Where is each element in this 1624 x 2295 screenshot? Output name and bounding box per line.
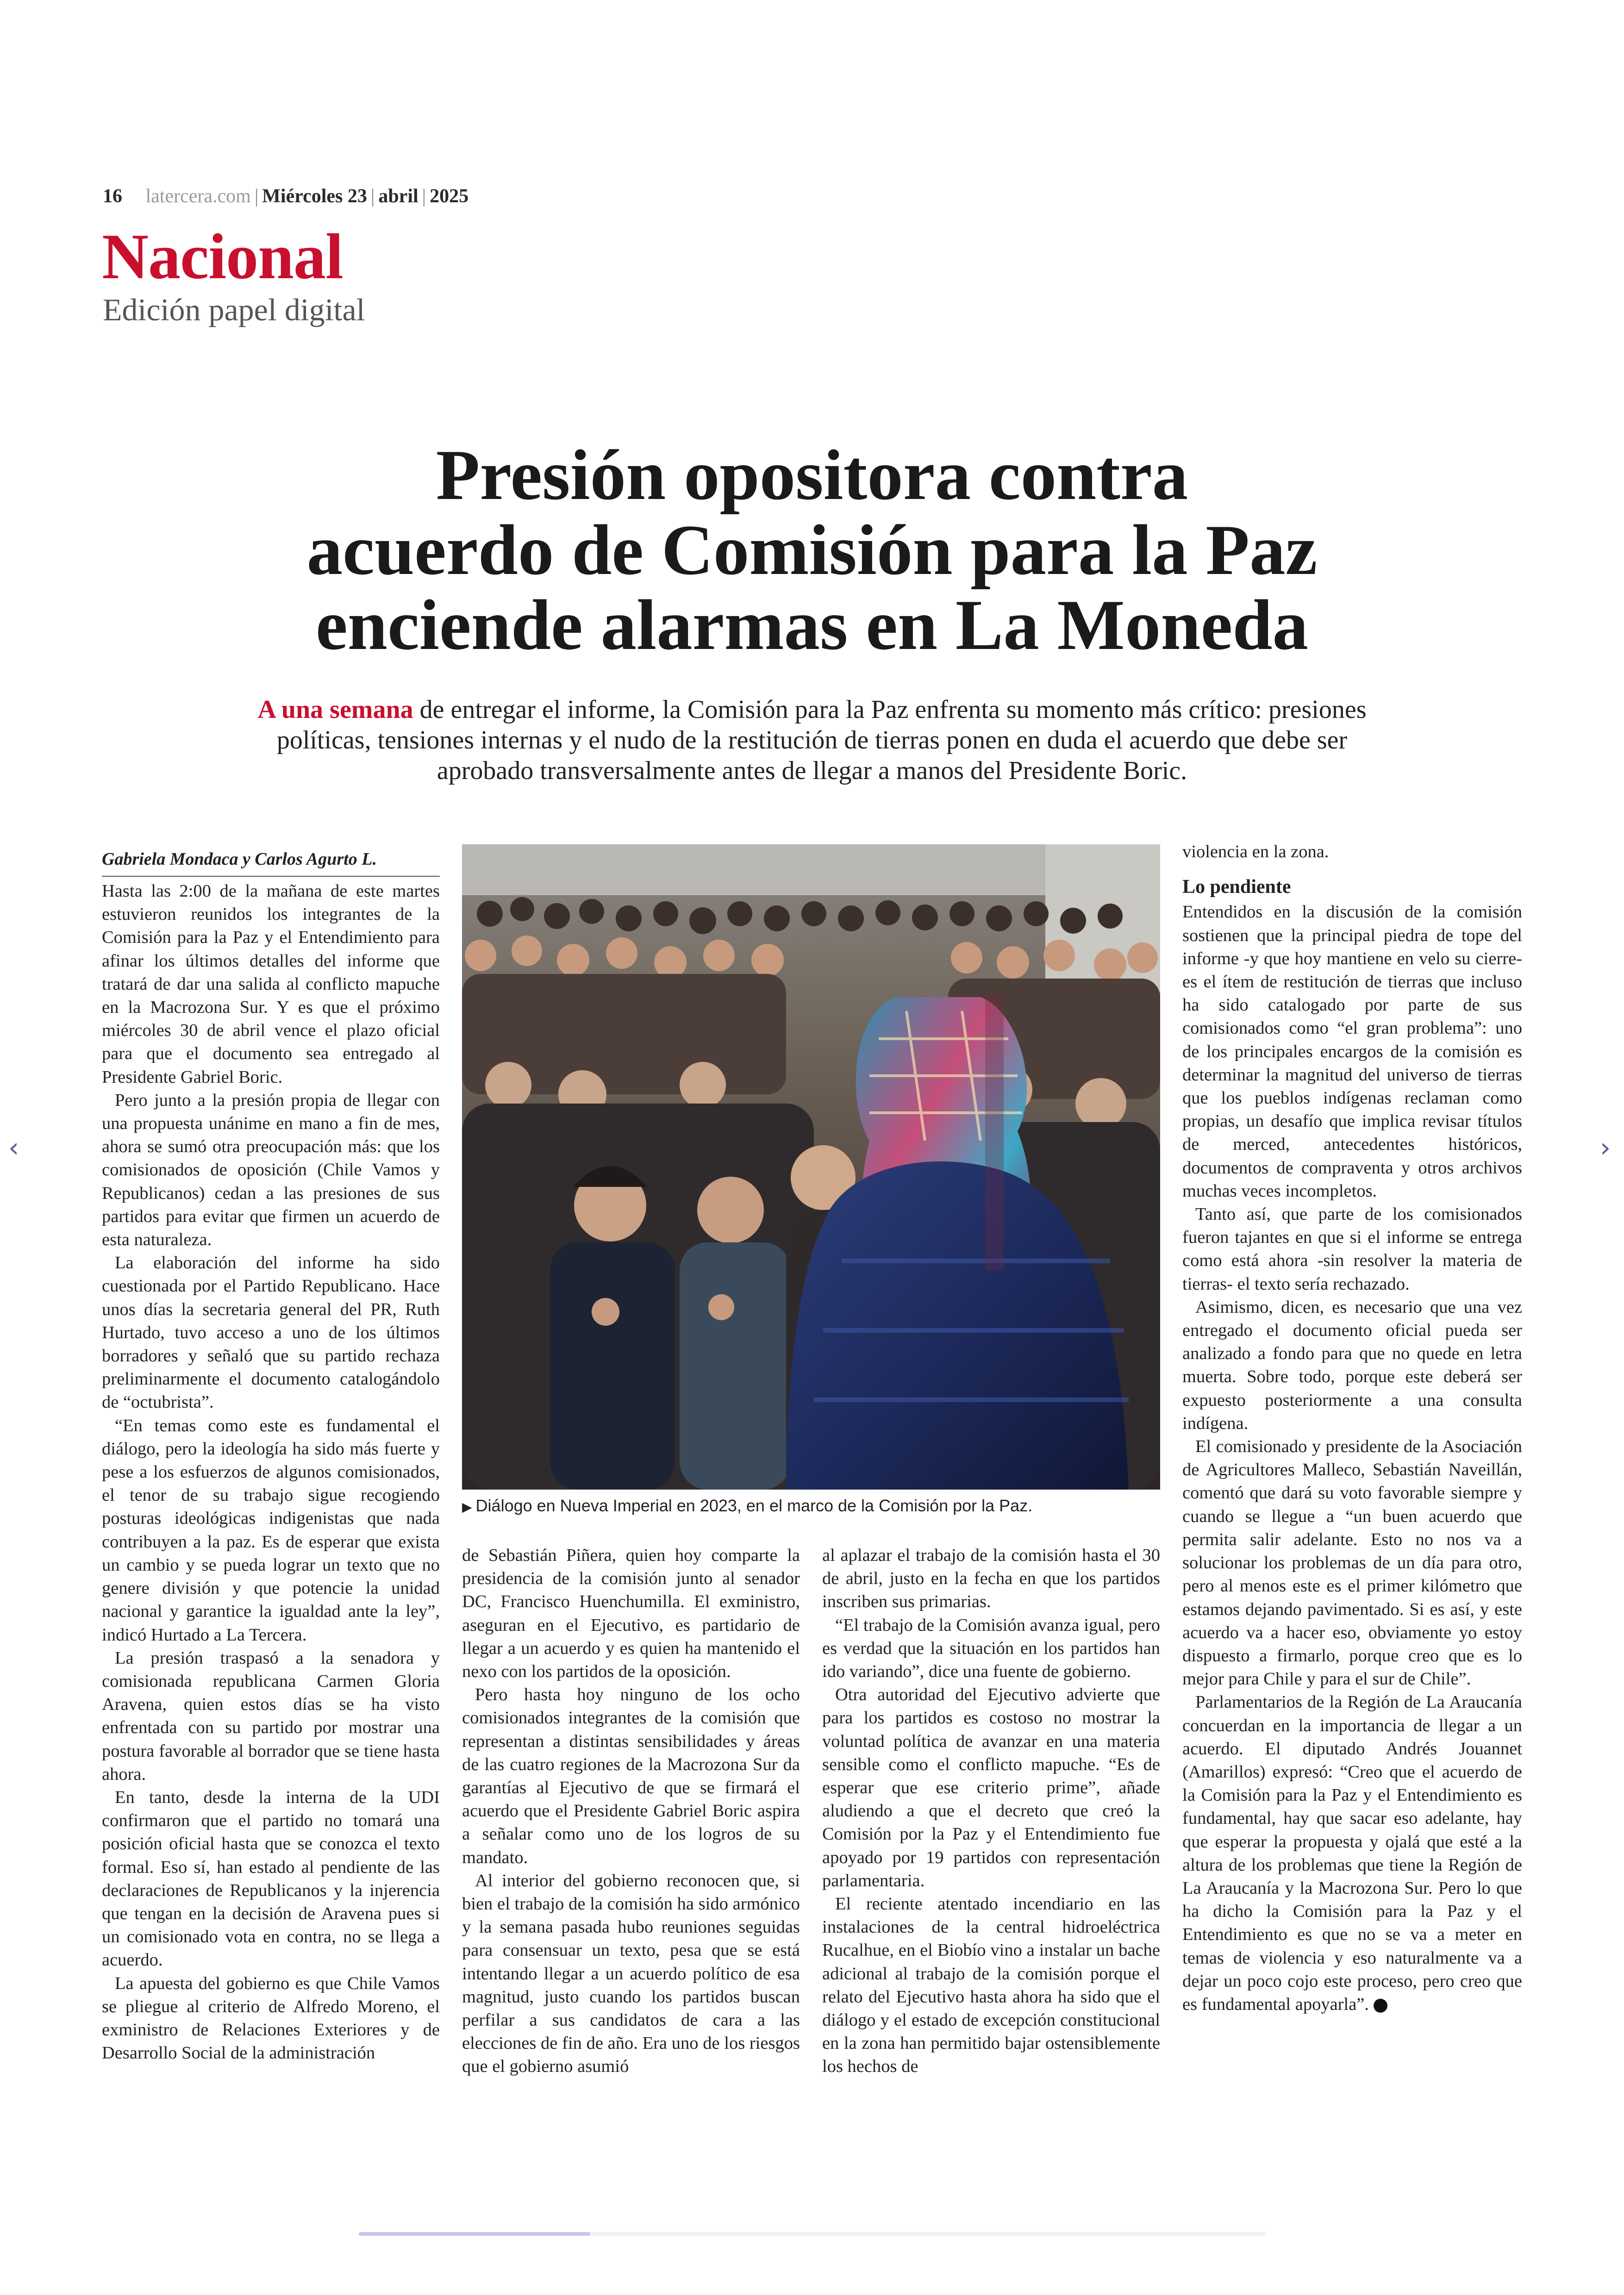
page-number: 16: [103, 186, 122, 207]
paragraph: La elaboración del informe ha sido cuestionada por el Partido Republicano. Hace unos días la secretaria general del PR, Ruth Hurtado, tuvo acceso a uno de los últimos borradores y señaló que su partido rechaza preliminarmente el documento catalogándolo de “octubrista”.: [102, 1253, 440, 1412]
headline-line: Presión opositora contra: [436, 435, 1188, 515]
article-column-3: [822, 1544, 1160, 2078]
section-title: Nacional: [102, 221, 343, 293]
caption-triangle-icon: ▶: [462, 1500, 472, 1514]
paragraph: En tanto, desde la interna de la UDI confirmaron que el partido no tomará una posición oficial hasta que se conozca el texto formal. Eso sí, han estado al pendiente de las declaraciones de Republicanos y la injerencia que tengan en la decisión de Aravena pues si un comisionado vota en contra, no se llega a acuerdo.: [102, 1787, 440, 1970]
date-year: 2025: [430, 186, 469, 207]
date-month: abril: [378, 186, 418, 207]
paragraph: de Sebastián Piñera, quien hoy comparte la presidencia de la comisión junto al senador DC, Francisco Huenchumilla. El exministro, aseguran en el Ejecutivo, es partidario de llegar a un acuerdo y es quien ha mantenido el nexo con los partidos de la oposición.: [462, 1546, 800, 1682]
paragraph: La apuesta del gobierno es que Chile Vamos se pliegue al criterio de Alfredo Moreno, el exministro de Relaciones Exteriores y de Desarrollo Social de la administración: [102, 1973, 440, 2063]
site-name: latercera.com: [145, 186, 251, 207]
page-scrollbar-thumb[interactable]: [359, 2232, 590, 2236]
paragraph: “El trabajo de la Comisión avanza igual, pero es verdad que la situación en los partidos han ido variando”, dice una fuente de gobierno.: [822, 1615, 1160, 1682]
article-photo: [462, 844, 1160, 1490]
headline-line: acuerdo de Comisión para la Paz: [306, 510, 1318, 590]
paragraph: Hasta las 2:00 de la mañana de este martes estuvieron reunidos los integrantes de la Comisión para la Paz y el Entendimiento para afinar los últimos detalles del informe que tratará de dar una salida al conflicto mapuche en la Macrozona Sur. Y es que el próximo miércoles 30 de abril vence el plazo oficial para que el documento sea entregado al Presidente Gabriel Boric.: [102, 881, 440, 1087]
paragraph: Entendidos en la discusión de la comisión sostienen que la principal piedra de tope del informe -y que hoy mantiene en velo su cierre- es el ítem de restitución de tierras que incluso ha sido catalogado por parte de sus comisionados como “el gran problema”: uno de los principales encargos de la comisión es determinar la magnitud del universo de tierras que los pueblos indígenas reclaman como propias, un desafío que implica revisar títulos de merced, antecedentes históricos, documentos de compraventa y otros archivos muchas veces incompletos.: [1182, 902, 1522, 1201]
article-column-2: [462, 1544, 800, 2078]
paragraph: Tanto así, que parte de los comisionados fueron tajantes en que si el informe se entrega como está ahora -sin resolver la materia de tierras- el texto sería rechazado.: [1182, 1204, 1522, 1294]
paragraph: Otra autoridad del Ejecutivo advierte que para los partidos es costoso no mostrar la voluntad política de avanzar en una materia sensible como el conflicto mapuche. “Es de esperar que ese criterio prime”, añade aludiendo a que el decreto que creó la Comisión por la Paz y el Entendimiento fue apoyado por 19 partidos con representación parlamentaria.: [822, 1685, 1160, 1890]
chevron-right-icon[interactable]: ›: [1600, 1132, 1611, 1163]
byline: Gabriela Mondaca y Carlos Agurto L.: [102, 849, 440, 877]
paragraph: al aplazar el trabajo de la comisión hasta el 30 de abril, justo en la fecha en que los partidos inscriben sus primarias.: [822, 1546, 1160, 1612]
page-header: 16 latercera.com | Miércoles 23 | abril | 2025: [103, 186, 469, 207]
chevron-left-icon[interactable]: ‹: [8, 1132, 19, 1163]
paragraph: Pero junto a la presión propia de llegar con una propuesta unánime en mano a fin de mes, ahora se sumó otra preocupación más: que los comisionados de oposición (Chile Vamos y Republicanos) cedan a las presiones de sus partidos para evitar que firmen un acuerdo de esta naturaleza.: [102, 1090, 440, 1250]
paragraph: La presión traspasó a la senadora y comisionada republicana Carmen Gloria Aravena, quien estos días se ha visto enfrentada con su partido por mostrar una postura favorable al borrador que se tiene hasta ahora.: [102, 1648, 440, 1784]
paragraph: “En temas como este es fundamental el diálogo, pero la ideología ha sido más fuerte y pese a los esfuerzos de algunos comisionados, el tenor de su trabajo sigue recogiendo posturas ideológicas indigenistas que nada contribuyen a la paz. Es de esperar que exista un cambio y se pueda lograr un texto que no genere división y que potencie la unidad nacional y garantice la igualdad ante la ley”, indicó Hurtado a La Tercera.: [102, 1416, 440, 1645]
paragraph: [1182, 1690, 1522, 2016]
photo-caption: [462, 1496, 1160, 1515]
edition-label: Edición papel digital: [103, 292, 365, 327]
article-column-4: [1182, 840, 1522, 2016]
dek-text: de entregar el informe, la Comisión para la Paz enfrenta su momento más crítico: presiones políticas, tensiones internas y el nudo de la restitución de tierras ponen en duda el acuerdo que debe ser aprobado transversalmente antes de llegar a manos del Presidente Boric.: [276, 695, 1367, 785]
dek: [241, 694, 1383, 786]
caption-text: Diálogo en Nueva Imperial en 2023, en el marco de la Comisión por la Paz.: [475, 1496, 1033, 1515]
date-day: Miércoles 23: [262, 186, 367, 207]
paragraph: El comisionado y presidente de la Asociación de Agricultores Malleco, Sebastián Naveillán, comentó que dará su voto favorable siempre y cuando se llegue a “un buen acuerdo que permita salir adelante. Esto no nos va a solucionar los problemas de un día para otro, pero al menos este es el primer kilómetro que estamos dejando pavimentado. Si es así, y este acuerdo va a hacer eso, obviamente yo estoy dispuesto a firmarlo, porque creo que es lo mejor para Chile y para el sur de Chile”.: [1182, 1437, 1522, 1689]
paragraph: Asimismo, dicen, es necesario que una vez entregado el documento oficial pueda ser analizado a fondo para que no quede en letra muerta. Sobre todo, porque este deberá ser expuesto posteriormente a una consulta indígena.: [1182, 1297, 1522, 1433]
dek-lead: A una semana: [257, 695, 413, 724]
headline: [139, 435, 1485, 665]
paragraph: Al interior del gobierno reconocen que, si bien el trabajo de la comisión ha sido armónico y la semana pasada hubo reuniones seguidas para consensuar un texto, pesa que se está intentando llegar a un acuerdo político de esa magnitud, justo cuando los partidos buscan perfilar a sus candidatos de cara a las elecciones de fin de año. Era uno de los riesgos que el gobierno asumió: [462, 1871, 800, 2077]
article-column-1: [102, 879, 440, 2064]
headline-line: enciende alarmas en La Moneda: [315, 585, 1309, 665]
paragraph: violencia en la zona.: [1182, 842, 1329, 861]
end-mark-icon: [1374, 1999, 1387, 2013]
subheading: Lo pendiente: [1182, 876, 1291, 898]
paragraph-text: Parlamentarios de la Región de La Araucanía concuerdan en la importancia de llegar a un acuerdo. El diputado Andrés Jouannet (Amarillos) expresó: “Creo que el acuerdo de la Comisión para la Paz y el Entendimiento es fundamental, hay que sacar eso adelante, hay que esperar la propuesta y ojalá que esté a la altura de los problemas que tiene la Región de La Araucanía y la Macrozona Sur. Pero lo que ha dicho la Comisión para la Paz y el Entendimiento es que no se va a meter en temas de violencia y eso naturalmente va a dejar un poco cojo este proceso, pero creo que es fundamental apoyarla”.: [1182, 1692, 1522, 2014]
paragraph: Pero hasta hoy ninguno de los ocho comisionados integrantes de la comisión que representan a distintas sensibilidades y áreas de las cuatro regiones de la Macrozona Sur da garantías al Ejecutivo de que se firmará el acuerdo que el Presidente Gabriel Boric aspira a señalar como uno de los logros de su mandato.: [462, 1685, 800, 1867]
paragraph: El reciente atentado incendiario en las instalaciones de la central hidroeléctrica Rucalhue, en el Biobío vino a instalar un bache adicional al trabajo de la comisión porque el relato del Ejecutivo hasta ahora ha sido que el diálogo y el estado de excepción constitucional en la zona han permitido bajar ostensiblemente los hechos de: [822, 1894, 1160, 2077]
